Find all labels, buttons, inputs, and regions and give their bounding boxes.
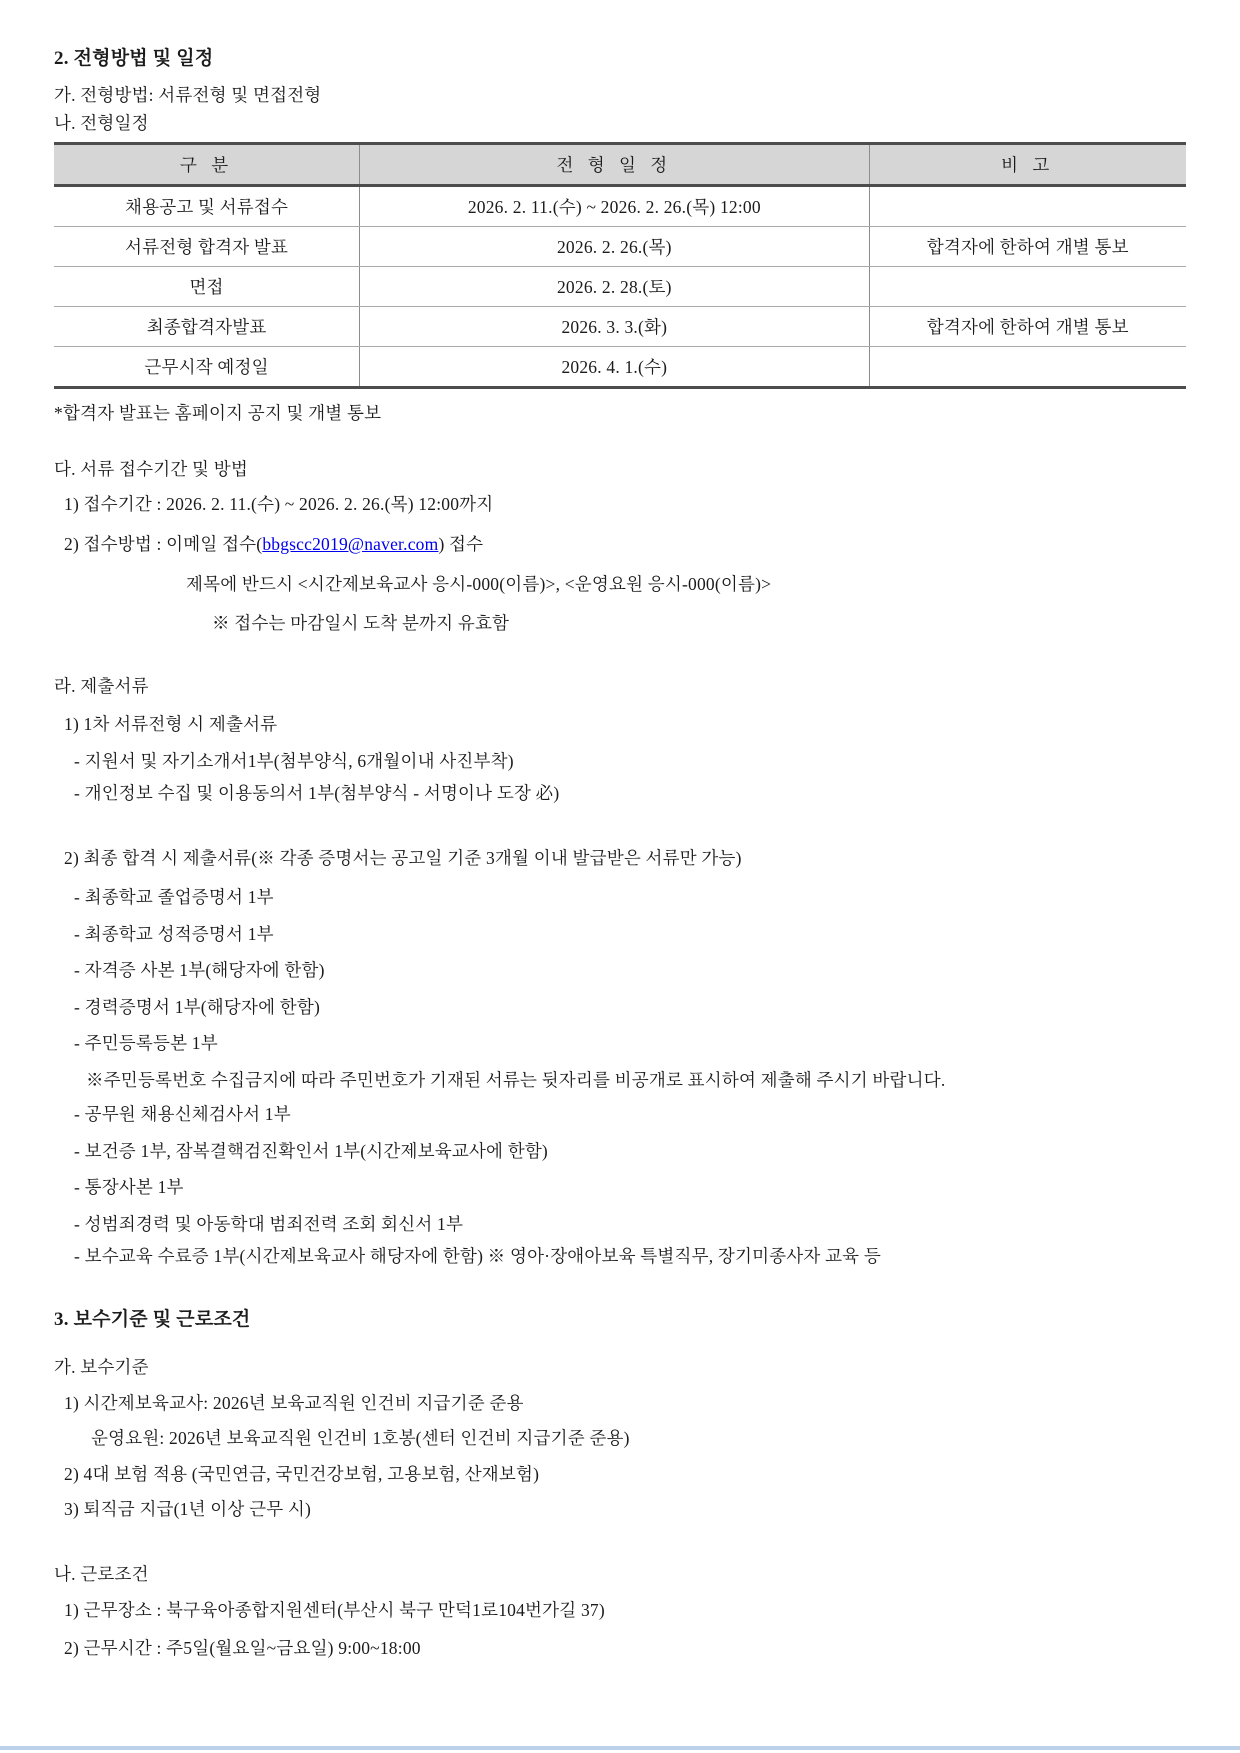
list-item: - 주민등록등본 1부 [74,1033,218,1054]
selection-schedule-heading: 나. 전형일정 [54,113,149,134]
pay-item: 2) 4대 보험 적용 (국민연금, 국민건강보험, 고용보험, 산재보험) [64,1463,540,1484]
email-link[interactable]: bbgscc2019@naver.com [262,534,439,555]
header-cell-category: 구 분 [54,143,360,185]
list-item: - 최종학교 성적증명서 1부 [74,923,274,944]
list-item: - 개인정보 수집 및 이용동의서 1부(첨부양식 - 서명이나 도장 必) [74,783,560,804]
cell-note [869,266,1186,306]
list-item: - 자격증 사본 1부(해당자에 한함) [74,960,325,981]
section-2-title: 2. 전형방법 및 일정 [54,48,214,69]
cell-schedule: 2026. 4. 1.(수) [360,346,869,387]
selection-method-line: 가. 전형방법: 서류전형 및 면접전형 [54,84,322,105]
cell-note [869,185,1186,226]
receipt-period-line: 1) 접수기간 : 2026. 2. 11.(수) ~ 2026. 2. 26.(목) 12:00까지 [64,493,494,514]
list-item: - 경력증명서 1부(해당자에 한함) [74,996,321,1017]
cell-note: 합격자에 한하여 개별 통보 [869,306,1186,346]
privacy-note: ※주민등록번호 수집금지에 따라 주민번호가 기재된 서류는 뒷자리를 비공개로 표시하여 제출해 주시기 바랍니다. [86,1069,946,1090]
receipt-method-suffix: ) 접수 [438,534,484,555]
page-bottom-rule [0,1746,1240,1750]
receipt-method-prefix: 2) 접수방법 : 이메일 접수( [64,534,263,555]
table-row [54,346,1186,387]
list-item: - 공무원 채용신체검사서 1부 [74,1104,291,1125]
table-row [54,185,1186,226]
pay-item: 3) 퇴직금 지급(1년 이상 근무 시) [64,1499,312,1520]
first-round-heading: 1) 1차 서류전형 시 제출서류 [64,714,278,735]
table-row [54,226,1186,266]
cell-schedule: 2026. 2. 11.(수) ~ 2026. 2. 26.(목) 12:00 [360,185,869,226]
cell-note [869,346,1186,387]
cell-category: 면접 [54,266,360,306]
section-3-title: 3. 보수기준 및 근로조건 [54,1308,251,1330]
list-item: - 통장사본 1부 [74,1177,184,1198]
pay-item: 1) 시간제보육교사: 2026년 보육교직원 인건비 지급기준 준용 [64,1392,524,1413]
list-item: - 성범죄경력 및 아동학대 범죄전력 조회 회신서 1부 [74,1213,464,1234]
pay-item-continued: 운영요원: 2026년 보육교직원 인건비 1호봉(센터 인건비 지급기준 준용) [91,1428,630,1449]
table-row [54,266,1186,306]
header-cell-schedule: 전 형 일 정 [360,143,869,185]
pay-heading: 가. 보수기준 [54,1357,149,1378]
table-footnote: *합격자 발표는 홈페이지 공지 및 개별 통보 [54,402,382,423]
receipt-method-line [54,532,1186,557]
cell-schedule: 2026. 2. 28.(토) [360,266,869,306]
list-item: - 보수교육 수료증 1부(시간제보육교사 해당자에 한함) ※ 영아·장애아보육 특별직무, 장기미종사자 교육 등 [74,1246,881,1267]
final-docs-heading: 2) 최종 합격 시 제출서류(※ 각종 증명서는 공고일 기준 3개월 이내 발급받은 서류만 가능) [64,847,742,868]
schedule-table [54,142,1186,389]
receipt-deadline-note: ※ 접수는 마감일시 도착 분까지 유효함 [212,613,510,634]
header-cell-note: 비 고 [869,143,1186,185]
receipt-heading: 다. 서류 접수기간 및 방법 [54,459,248,480]
work-conditions-heading: 나. 근로조건 [54,1563,149,1584]
work-item: 2) 근무시간 : 주5일(월요일~금요일) 9:00~18:00 [64,1637,421,1658]
cell-category: 근무시작 예정일 [144,356,269,377]
cell-schedule: 2026. 3. 3.(화) [360,306,869,346]
receipt-subject-note: 제목에 반드시 <시간제보육교사 응시-000(이름)>, <운영요원 응시-000(이름)> [186,573,772,594]
cell-schedule: 2026. 2. 26.(목) [360,226,869,266]
cell-category: 채용공고 및 서류접수 [54,185,360,226]
list-item: - 최종학교 졸업증명서 1부 [74,887,274,908]
documents-heading: 라. 제출서류 [54,675,149,696]
table-header-row [54,143,1186,185]
list-item: - 지원서 및 자기소개서1부(첨부양식, 6개월이내 사진부착) [74,750,514,771]
cell-category: 서류전형 합격자 발표 [54,226,360,266]
list-item: - 보건증 1부, 잠복결핵검진확인서 1부(시간제보육교사에 한함) [74,1140,548,1161]
cell-note: 합격자에 한하여 개별 통보 [869,226,1186,266]
work-item: 1) 근무장소 : 북구육아종합지원센터(부산시 북구 만덕1로104번가길 37) [64,1600,605,1621]
table-row [54,306,1186,346]
cell-category: 최종합격자발표 [54,306,360,346]
